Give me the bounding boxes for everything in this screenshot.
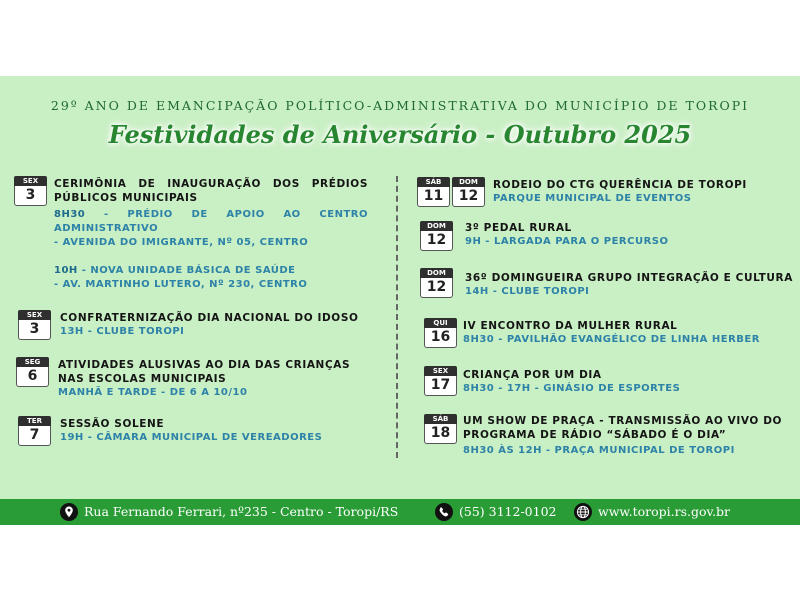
day-name: SÁB [424,414,457,424]
calendar-icon [417,177,450,208]
day-number: 7 [18,426,51,446]
footer-phone: (55) 3112-0102 [459,504,557,519]
day-name: TER [18,416,51,426]
day-number: 16 [424,328,457,348]
event-detail: MANHÃ E TARDE - DE 6 A 10/10 [58,387,248,398]
event-title: 3º PEDAL RURAL [465,222,572,234]
event-detail: - AV. MARTINHO LUTERO, Nº 230, CENTRO [54,279,308,290]
calendar-icon [420,268,453,299]
footer-website: www.toropi.rs.gov.br [598,504,731,519]
event-detail: 8H30 ÀS 12H - PRAÇA MUNICIPAL DE TOROPI [463,445,735,456]
page-title: Festividades de Aniversário - Outubro 2025 [108,120,692,149]
calendar-icon [424,366,457,397]
location-pin-icon [60,503,78,521]
event-time: 8H30 [54,209,86,220]
day-name: SEX [14,176,47,186]
column-divider [396,176,398,458]
day-name: SEX [18,310,51,320]
event-detail: 9H - LARGADA PARA O PERCURSO [465,236,669,247]
day-name: SEG [16,357,49,367]
phone-icon [435,503,453,521]
calendar-icon [424,318,457,349]
day-number: 12 [420,278,453,298]
calendar-icon [420,221,453,252]
day-number: 18 [424,424,457,444]
event-place: - NOVA UNIDADE BÁSICA DE SAÚDE [77,265,296,276]
day-number: 3 [18,320,51,340]
event-title: CERIMÔNIA DE INAUGURAÇÃO DOS PRÉDIOS PÚBLICOS MUNICIPAIS [54,178,368,204]
globe-icon [574,503,592,521]
event-title: UM SHOW DE PRAÇA - TRANSMISSÃO AO VIVO DO PROGRAMA DE RÁDIO “SÁBADO É O DIA” [463,415,783,441]
event-poster [0,76,800,525]
event-detail: 8H30 - 17H - GINÁSIO DE ESPORTES [463,383,681,394]
day-name: SEX [424,366,457,376]
event-title: CRIANÇA POR UM DIA [463,369,602,381]
event-detail: - AVENIDA DO IMIGRANTE, Nº 05, CENTRO [54,237,309,248]
event-detail: 13H - CLUBE TOROPI [60,326,185,337]
day-name: DOM [420,268,453,278]
event-title: RODEIO DO CTG QUERÊNCIA DE TOROPI [493,179,747,191]
day-name: DOM [452,177,485,187]
event-title: IV ENCONTRO DA MULHER RURAL [463,320,678,332]
event-time: 10H [54,265,78,276]
day-number: 12 [420,231,453,251]
footer-address: Rua Fernando Ferrari, nº235 - Centro - Toropi/RS [84,504,399,519]
event-detail: PARQUE MUNICIPAL DE EVENTOS [493,193,692,204]
event-detail: 19H - CÂMARA MUNICIPAL DE VEREADORES [60,432,323,443]
calendar-icon [18,416,51,447]
day-number: 11 [417,187,450,207]
calendar-icon [452,177,485,208]
footer-bar [0,499,800,525]
event-detail: 14H - CLUBE TOROPI [465,286,590,297]
day-number: 3 [14,186,47,206]
event-detail [54,208,368,236]
event-detail: 8H30 - PAVILHÃO EVANGÉLICO DE LINHA HERBER [463,334,760,345]
calendar-icon [14,176,47,207]
day-number: 6 [16,367,49,387]
calendar-icon [424,414,457,445]
event-title: SESSÃO SOLENE [60,418,165,430]
event-place: - PRÉDIO DE APOIO AO CENTRO ADMINISTRATIVO [54,209,368,234]
day-number: 12 [452,187,485,207]
calendar-icon [18,310,51,341]
emancipation-headline: 29º ANO DE EMANCIPAÇÃO POLÍTICO-ADMINISTRATIVA DO MUNICÍPIO DE TOROPI [50,98,750,113]
event-detail [54,264,368,278]
day-name: SÁB [417,177,450,187]
event-title: CONFRATERNIZAÇÃO DIA NACIONAL DO IDOSO [60,312,359,324]
day-number: 17 [424,376,457,396]
calendar-icon [16,357,49,388]
event-title: ATIVIDADES ALUSIVAS AO DIA DAS CRIANÇAS NAS ESCOLAS MUNICIPAIS [58,359,351,385]
day-name: DOM [420,221,453,231]
event-title: 36º DOMINGUEIRA GRUPO INTEGRAÇÃO E CULTURA [465,272,793,284]
day-name: QUI [424,318,457,328]
